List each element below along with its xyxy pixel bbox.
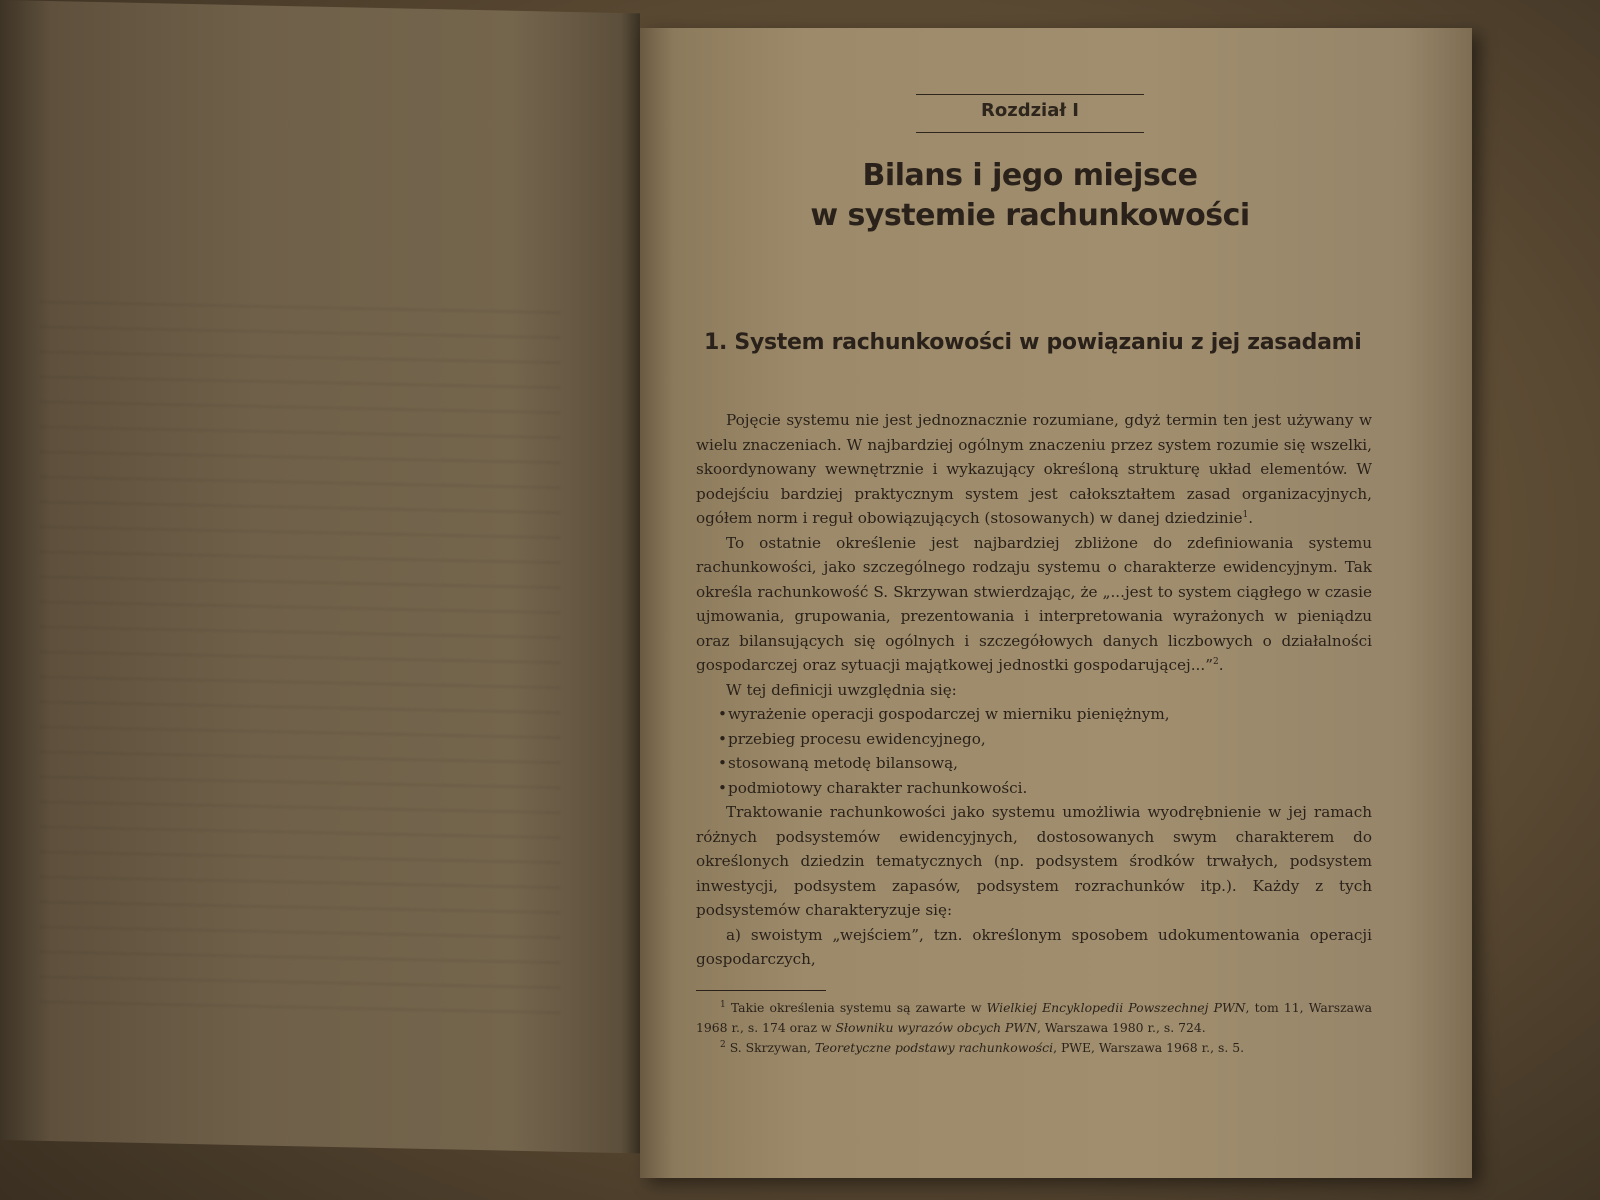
left-page-bleed-through-text bbox=[40, 301, 560, 1032]
section-title: 1. System rachunkowości w powiązaniu z jej zasadami bbox=[704, 330, 1362, 355]
list-item-text: podmiotowy charakter rachunkowości. bbox=[728, 778, 1028, 797]
footnote-1-text-b: , tom 11, Warszawa 1968 r., s. 174 oraz w bbox=[696, 1000, 1372, 1035]
bullet-icon: • bbox=[718, 729, 727, 748]
list-item-text: wyrażenie operacji gospodarczej w mierniku pieniężnym, bbox=[728, 705, 1170, 723]
bullet-list bbox=[696, 702, 1372, 800]
bullet-icon: • bbox=[718, 754, 727, 772]
paragraph-2-text: To ostatnie określenie jest najbardziej zbliżone do zdefiniowania systemu rachunkowości, jako szczególnego rodzaju systemu o charakterze ewidencyjnym. Tak określa rachunkowość S. Skrzywan stwierdzając, że „...jest to system ciągłego w czasie ujmowania, grupowania, prezentowania i interpretowania wyrażonych w pieniądzu oraz bilansujących się ogólnych i szczegółowych danych liczbowych o działalności gospodarczej oraz sytuacji majątkowej jednostki gospodarującej...” bbox=[696, 533, 1372, 674]
footnote-2-title: Teoretyczne podstawy rachunkowości bbox=[814, 1040, 1054, 1055]
page-content bbox=[680, 90, 1380, 1090]
paragraph-2-end: . bbox=[1218, 656, 1224, 674]
left-page bbox=[0, 0, 640, 1153]
footnote-2-text-b: , PWE, Warszawa 1968 r., s. 5. bbox=[1053, 1040, 1245, 1055]
footnote-ref-1: 1 bbox=[1242, 509, 1249, 520]
paragraph-1-text: Pojęcie systemu nie jest jednoznacznie rozumiane, gdyż termin ten jest używany w wielu znaczeniach. W najbardziej ogólnym znaczeniu przez system rozumie się wszelki, skoordynowany wewnętrznie i wykazujący określoną strukturę układ elementów. W podejściu bardziej praktycznym system jest całokształtem zasad organizacyjnych, ogółem norm i reguł obowiązujących (stosowanych) w danej dziedzinie bbox=[696, 411, 1372, 527]
footnotes bbox=[696, 998, 1372, 1058]
chapter-label: Rozdział I bbox=[980, 100, 1080, 121]
footnote-2-number: 2 bbox=[720, 1039, 726, 1050]
chapter-title-line2: w systemie rachunkowości bbox=[810, 198, 1250, 233]
list-item bbox=[696, 751, 1372, 776]
list-item bbox=[696, 727, 1372, 752]
bullet-icon: • bbox=[718, 705, 727, 723]
list-item bbox=[696, 702, 1372, 727]
paragraph-1-end: . bbox=[1248, 509, 1254, 527]
paragraph-1 bbox=[696, 408, 1372, 531]
footnote-1-number: 1 bbox=[720, 999, 726, 1010]
footnote-2-text-a: S. Skrzywan, bbox=[729, 1040, 815, 1055]
footnote-2 bbox=[696, 1038, 1372, 1058]
footnote-1-title-1: Wielkiej Encyklopedii Powszechnej PWN bbox=[986, 1000, 1246, 1015]
chapter-rule-top bbox=[916, 94, 1144, 95]
bullet-icon: • bbox=[718, 778, 727, 797]
footnote-rule bbox=[696, 990, 826, 991]
list-item bbox=[696, 776, 1372, 801]
chapter-title-line1: Bilans i jego miejsce bbox=[862, 158, 1198, 193]
paragraph-4: Traktowanie rachunkowości jako systemu umożliwia wyodrębnienie w jej ramach różnych podsystemów ewidencyjnych, dostosowanych swym charakterem do określonych dziedzin tematycznych (np. podsystem środków trwałych, podsystem inwestycji, podsystem zapasów, podsystem rozrachunków itp.). Każdy z tych podsystemów charakteryzuje się: bbox=[696, 803, 1372, 919]
chapter-rule-bottom bbox=[916, 132, 1144, 133]
paragraph-2 bbox=[696, 531, 1372, 678]
paragraph-3: W tej definicji uwzględnia się: bbox=[726, 680, 957, 699]
footnote-1 bbox=[696, 998, 1372, 1038]
paragraph-5: a) swoistym „wejściem”, tzn. określonym sposobem udokumentowania operacji gospodarczych, bbox=[696, 925, 1372, 968]
footnote-1-text-a: Takie określenia systemu są zawarte w bbox=[730, 1000, 987, 1015]
footnote-1-text-c: , Warszawa 1980 r., s. 724. bbox=[1036, 1020, 1206, 1035]
body-text bbox=[696, 408, 1372, 972]
list-item-text: przebieg procesu ewidencyjnego, bbox=[728, 729, 986, 748]
footnote-ref-2: 2 bbox=[1212, 656, 1219, 667]
footnote-1-title-2: Słowniku wyrazów obcych PWN bbox=[835, 1020, 1037, 1035]
list-item-text: stosowaną metodę bilansową, bbox=[728, 754, 958, 772]
